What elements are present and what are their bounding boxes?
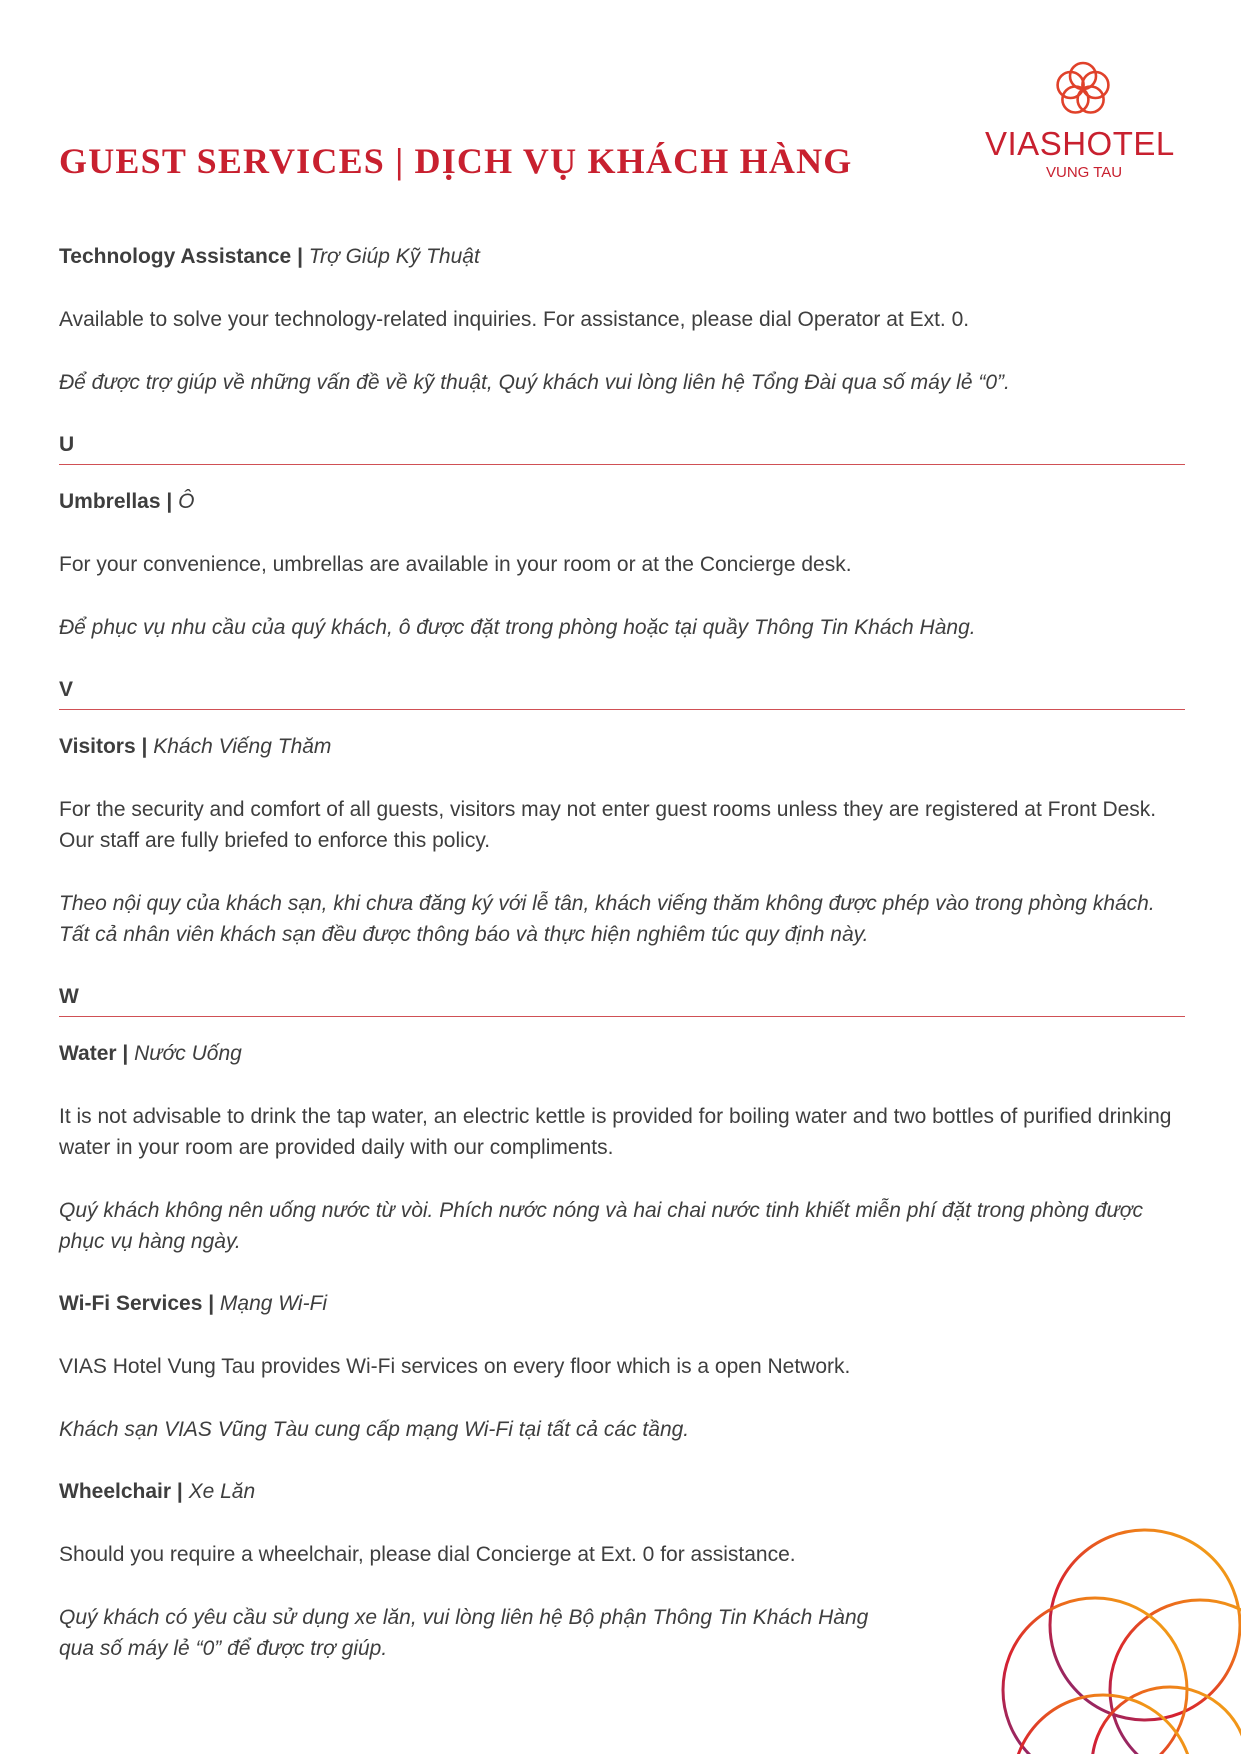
wifi-text-vi: Khách sạn VIAS Vũng Tàu cung cấp mạng Wi-Fi tại tất cả các tầng. — [59, 1418, 690, 1441]
water-text-vi-line1: Quý khách không nên uống nước từ vòi. Phích nước nóng và hai chai nước tinh khiết miễn phí đặt trong phòng được — [59, 1199, 1143, 1222]
visitors-text-vi-line1: Theo nội quy của khách sạn, khi chưa đăng ký với lễ tân, khách viếng thăm không được phép vào trong phòng khách. — [59, 892, 1155, 915]
entry-title-en: Water — [59, 1042, 117, 1065]
umbrellas-text-en: For your convenience, umbrellas are available in your room or at the Concierge desk. — [59, 553, 852, 576]
page-title: GUEST SERVICES | DỊCH VỤ KHÁCH HÀNG — [59, 141, 853, 181]
entry-title-wheelchair: Wheelchair | Xe Lăn — [59, 1480, 256, 1503]
section-letter-v: V — [59, 675, 1185, 710]
entry-title-vi: Ô — [178, 490, 195, 513]
water-text-vi-line2: phục vụ hàng ngày. — [59, 1230, 241, 1253]
logo-brand-thin: HOTEL — [1062, 125, 1175, 162]
visitors-text-en-line2: Our staff are fully briefed to enforce this policy. — [59, 829, 491, 852]
wifi-text-en: VIAS Hotel Vung Tau provides Wi-Fi services on every floor which is a open Network. — [59, 1355, 851, 1378]
entry-title-en: Umbrellas — [59, 490, 161, 513]
entry-title-visitors: Visitors | Khách Viếng Thăm — [59, 735, 332, 758]
wheelchair-text-vi-line2: qua số máy lẻ “0” để được trợ giúp. — [59, 1637, 388, 1660]
entry-title-en: Visitors — [59, 735, 136, 758]
entry-title-vi: Mạng Wi-Fi — [219, 1292, 328, 1315]
logo-brand-bold: VIAS — [985, 125, 1063, 162]
technology-text-en: Available to solve your technology-related inquiries. For assistance, please dial Operator at Ext. 0. — [59, 308, 970, 331]
entry-title-wifi: Wi-Fi Services | Mạng Wi-Fi — [59, 1292, 328, 1315]
entry-title-vi: Xe Lăn — [188, 1480, 256, 1503]
services-content — [59, 242, 1185, 1664]
entry-title-umbrellas: Umbrellas | Ô — [59, 490, 195, 513]
logo-wordmark — [985, 125, 1175, 163]
visitors-text-vi-line2: Tất cả nhân viên khách sạn đều được thông báo và thực hiện nghiêm túc quy định này. — [59, 923, 869, 946]
hotel-logo — [980, 52, 1190, 182]
logo-subtitle: VUNG TAU — [1046, 164, 1123, 181]
water-text-en-line1: It is not advisable to drink the tap water, an electric kettle is provided for boiling water and two bottles of purified drinking — [59, 1105, 1172, 1128]
flower-logo-icon — [1050, 56, 1116, 122]
entry-title-technology: Technology Assistance | Trợ Giúp Kỹ Thuật — [59, 245, 480, 268]
section-letter-w: W — [59, 982, 1185, 1017]
entry-title-en: Wheelchair — [59, 1480, 172, 1503]
entry-title-water: Water | Nước Uống — [59, 1042, 242, 1065]
entry-title-en: Technology Assistance — [59, 245, 292, 268]
entry-title-vi: Nước Uống — [134, 1042, 242, 1065]
section-letter-u: U — [59, 430, 1185, 465]
water-text-en-line2: water in your room are provided daily with our compliments. — [59, 1136, 614, 1159]
entry-title-en: Wi-Fi Services — [59, 1292, 203, 1315]
umbrellas-text-vi: Để phục vụ nhu cầu của quý khách, ô được đặt trong phòng hoặc tại quầy Thông Tin Khách Hàng. — [59, 616, 976, 639]
wheelchair-text-vi-line1: Quý khách có yêu cầu sử dụng xe lăn, vui lòng liên hệ Bộ phận Thông Tin Khách Hàng — [59, 1606, 869, 1629]
entry-title-vi: Trợ Giúp Kỹ Thuật — [308, 245, 480, 268]
decorative-flower-graphic — [985, 1515, 1241, 1754]
technology-text-vi: Để được trợ giúp về những vấn đề về kỹ thuật, Quý khách vui lòng liên hệ Tổng Đài qua số máy lẻ “0”. — [59, 371, 1010, 394]
entry-title-vi: Khách Viếng Thăm — [153, 735, 332, 758]
wheelchair-text-en: Should you require a wheelchair, please dial Concierge at Ext. 0 for assistance. — [59, 1543, 796, 1566]
visitors-text-en-line1: For the security and comfort of all guests, visitors may not enter guest rooms unless they are registered at Front Desk. — [59, 798, 1157, 821]
